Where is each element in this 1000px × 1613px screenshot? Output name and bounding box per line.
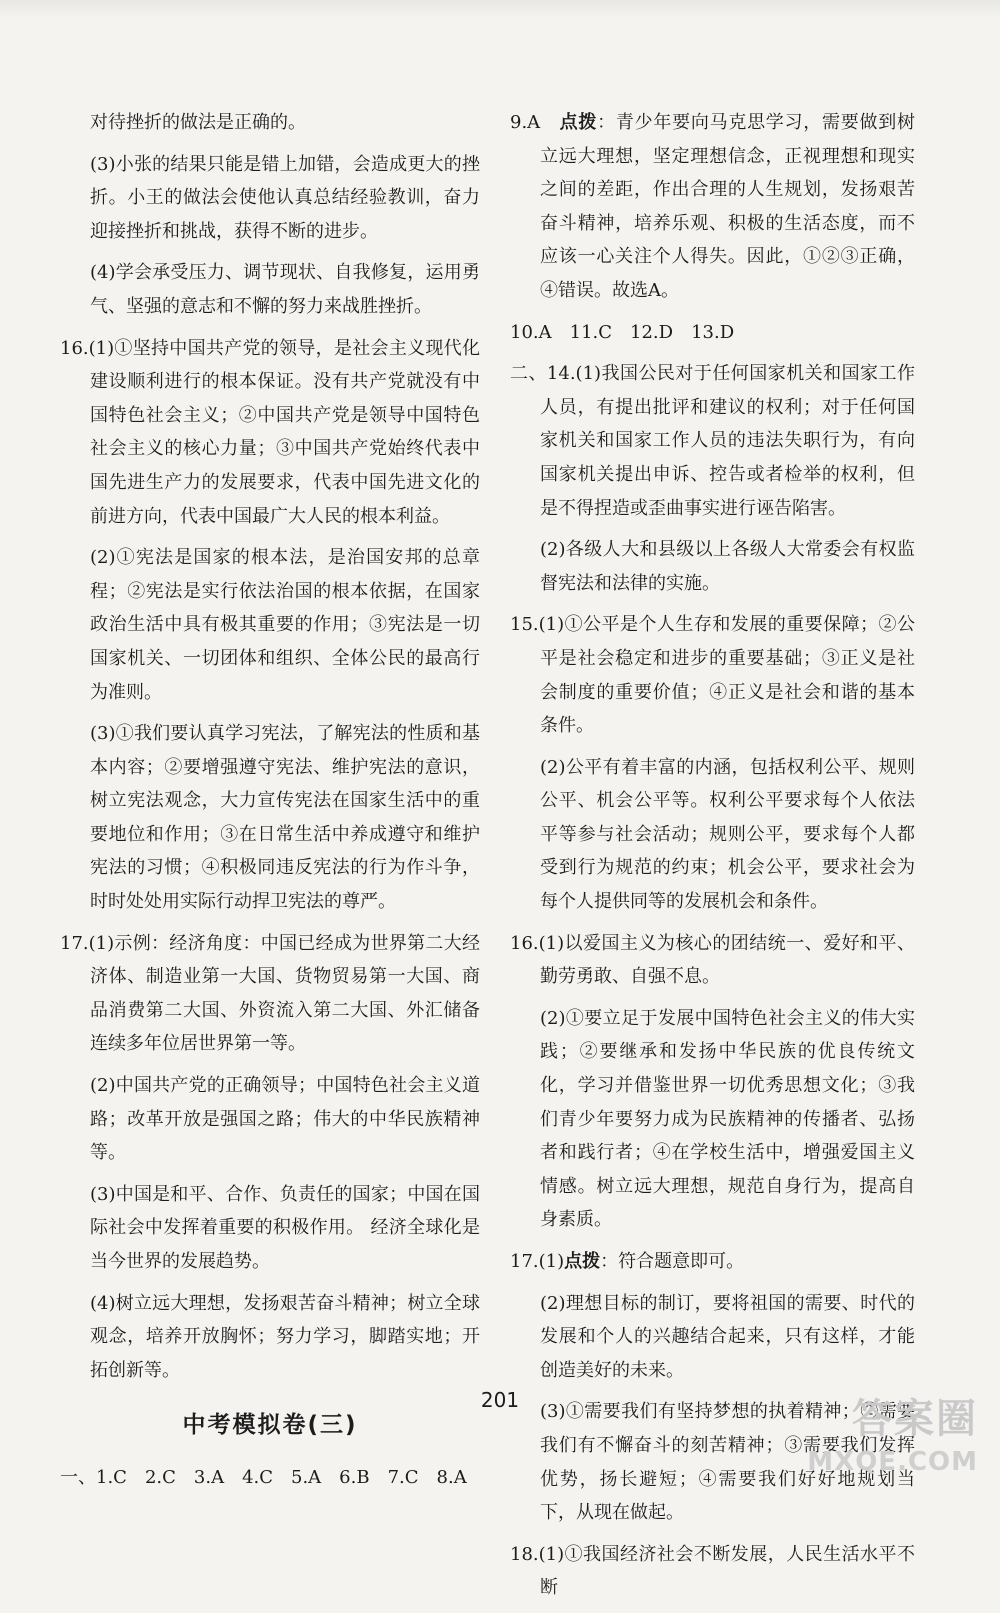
answer-paragraph: (2)①要立足于发展中国特色社会主义的伟大实践；②要继承和发扬中华民族的优良传统文化，学习并借鉴世界一切优秀思想文化；③我们青少年要努力成为民族精神的传播者、弘扬者和践行者；④在学校生活中，增强爱国主义情感。树立远大理想，规范自身行为，提高自身素质。 <box>540 1007 915 1231</box>
watermark-url: MXQE.COM <box>807 1447 978 1477</box>
hint-label: 点拨 <box>564 1251 601 1272</box>
answer-paragraph: (2)各级人大和县级以上各级人大常委会有权监督宪法和法律的实施。 <box>540 539 915 594</box>
hint-text: ：符合题意即可。 <box>600 1251 745 1272</box>
page-top-shadow <box>0 0 1000 18</box>
answer-paragraph: (4)学会承受压力、调节现状、自我修复，运用勇气、坚强的意志和不懈的努力来战胜挫折。 <box>90 262 480 317</box>
page-number: 201 <box>480 1388 520 1412</box>
hint-label: 点拨 <box>559 112 598 133</box>
choice-answers: 一、1.C 2.C 3.A 4.C 5.A 6.B 7.C 8.A <box>60 1466 467 1488</box>
answer-paragraph: (2)理想目标的制订，要将祖国的需要、时代的发展和个人的兴趣结合起来，只有这样，才能创造美好的未来。 <box>540 1292 915 1381</box>
watermark-text: 答案圈 <box>852 1396 978 1442</box>
section-title: 中考模拟卷(三) <box>182 1412 358 1439</box>
answer-paragraph: (2)公平有着丰富的内涵，包括权利公平、规则公平、机会公平等。权利公平要求每个人依法平等参与社会活动；规则公平，要求每个人都受到行为规范的约束；机会公平，要求社会为每个人提供同等的发展机会和条件。 <box>540 756 915 913</box>
answer-paragraph: (2)①宪法是国家的根本法，是治国安邦的总章程；②宪法是实行依法治国的根本依据，在国家政治生活中具有极其重要的作用；③宪法是一切国家机关、一切团体和组织、全体公民的最高行为准则。 <box>90 547 480 703</box>
question-number: 17.(1) <box>510 1251 565 1272</box>
answer-17: 17.(1)示例：经济角度：中国已经成为世界第二大经济体、制造业第一大国、货物贸易第一大国、商品消费第二大国、外资流入第二大国、外汇储备连续多年位居世界第一等。 <box>60 932 480 1055</box>
left-column <box>60 106 480 1503</box>
answer-paragraph: 对待挫折的做法是正确的。 <box>90 112 306 133</box>
answer-17 <box>510 1245 915 1279</box>
answer-16: 16.(1)①坚持中国共产党的领导，是社会主义现代化建设顺利进行的根本保证。没有共产党就没有中国特色社会主义；②中国共产党是领导中国特色社会主义的核心力量；③中国共产党始终代表中国先进生产力的发展要求，代表中国先进文化的前进方向，代表中国最广大人民的根本利益。 <box>60 337 480 527</box>
answer-paragraph: (3)中国是和平、合作、负责任的国家；中国在国际社会中发挥着重要的积极作用。 经济全球化是当今世界的发展趋势。 <box>90 1183 480 1272</box>
answer-16: 16.(1)以爱国主义为核心的团结统一、爱好和平、勤劳勇敢、自强不息。 <box>510 932 915 988</box>
answer-paragraph: (3)①需要我们有坚持梦想的执着精神；②需要我们有不懈奋斗的刻苦精神；③需要我们发挥优势，扬长避短；④需要我们好好地规划当下，从现在做起。 <box>540 1401 915 1524</box>
answer-9 <box>510 106 915 308</box>
answer-paragraph: (3)①我们要认真学习宪法，了解宪法的性质和基本内容；②要增强遵守宪法、维护宪法的意识，树立宪法观念，大力宣传宪法在国家生活中的重要地位和作用；③在日常生活中养成遵守和维护宪法的习惯；④积极同违反宪法的行为作斗争，时时处处用实际行动捍卫宪法的尊严。 <box>90 723 480 913</box>
hint-text: ：青少年要向马克思学习，需要做到树立远大理想，坚定理想信念，正视理想和现实之间的差距，作出合理的人生规划，发扬艰苦奋斗精神，培养乐观、积极的生活态度，而不应该一心关注个人得失。因此，①②③正确，④错误。故选A。 <box>540 112 915 301</box>
watermark-logo <box>807 1387 978 1477</box>
question-number: 9.A <box>510 112 560 133</box>
answer-paragraph: (3)小张的结果只能是错上加错，会造成更大的挫折。小王的做法会使他认真总结经验教训，奋力迎接挫折和挑战，获得不断的进步。 <box>90 153 480 242</box>
answer-18: 18.(1)①我国经济社会不断发展，人民生活水平不断 <box>510 1543 915 1599</box>
answer-14: 二、14.(1)我国公民对于任何国家机关和国家工作人员，有提出批评和建议的权利；对于任何国家机关和国家工作人员的违法失职行为，有向国家机关提出申诉、控告或者检举的权利，但是不得捏造或歪曲事实进行诬告陷害。 <box>510 363 915 519</box>
choice-answers: 10.A 11.C 12.D 13.D <box>510 321 735 343</box>
answer-paragraph: (4)树立远大理想，发扬艰苦奋斗精神；树立全球观念，培养开放胸怀；努力学习，脚踏实地；开拓创新等。 <box>90 1292 480 1381</box>
answer-15: 15.(1)①公平是个人生存和发展的重要保障；②公平是社会稳定和进步的重要基础；③正义是社会制度的重要价值；④正义是社会和谐的基本条件。 <box>510 614 915 737</box>
answer-paragraph: (2)中国共产党的正确领导；中国特色社会主义道路；改革开放是强国之路；伟大的中华民族精神等。 <box>90 1075 480 1164</box>
